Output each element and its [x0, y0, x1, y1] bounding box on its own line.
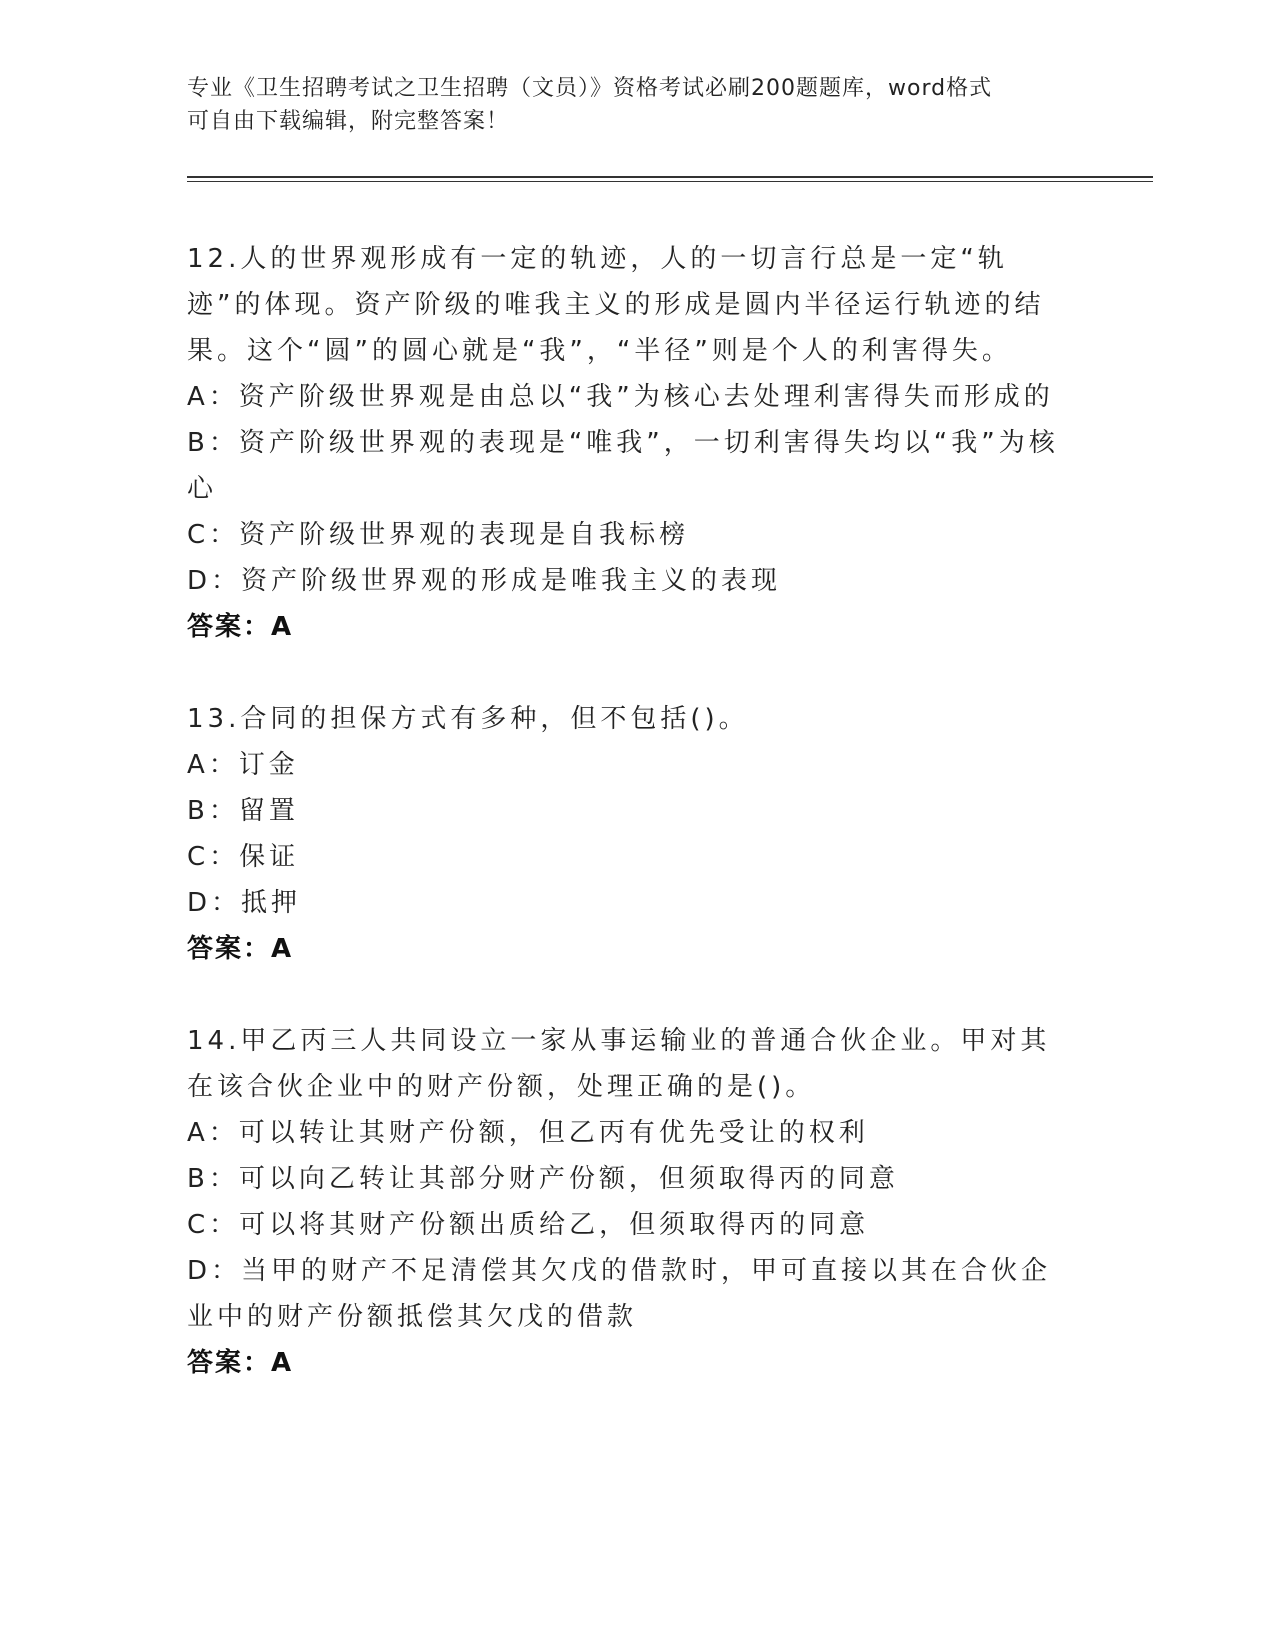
header-line-1: 专业《卫生招聘考试之卫生招聘（文员）》资格考试必刷200题题库，word格式 [187, 76, 993, 101]
option-d: D：资产阶级世界观的形成是唯我主义的表现 [187, 566, 782, 596]
question-stem: 13.合同的担保方式有多种，但不包括()。 [187, 704, 749, 734]
question-12 [187, 236, 1077, 650]
answer-label: 答案：A [187, 934, 294, 964]
question-13 [187, 696, 1077, 972]
option-b: B：资产阶级世界观的表现是“唯我”，一切利害得失均以“我”为核心 [187, 428, 1059, 504]
option-d: D：抵押 [187, 888, 302, 918]
option-b: B：可以向乙转让其部分财产份额，但须取得丙的同意 [187, 1164, 899, 1194]
question-stem: 12.人的世界观形成有一定的轨迹，人的一切言行总是一定“轨迹”的体现。资产阶级的唯我主义的形成是圆内半径运行轨迹的结果。这个“圆”的圆心就是“我”，“半径”则是个人的利害得失。 [187, 244, 1045, 366]
header-line-2: 可自由下载编辑，附完整答案！ [187, 109, 510, 134]
option-c: C：保证 [187, 842, 300, 872]
question-stem: 14.甲乙丙三人共同设立一家从事运输业的普通合伙企业。甲对其在该合伙企业中的财产份额，处理正确的是()。 [187, 1026, 1051, 1102]
option-a: A：订金 [187, 750, 299, 780]
answer-label: 答案：A [187, 1348, 294, 1378]
document-header [187, 72, 1067, 138]
option-b: B：留置 [187, 796, 299, 826]
option-c: C：资产阶级世界观的表现是自我标榜 [187, 520, 690, 550]
answer-label: 答案：A [187, 612, 294, 642]
header-divider-thin [187, 181, 1153, 182]
option-d: D：当甲的财产不足清偿其欠戊的借款时，甲可直接以其在合伙企业中的财产份额抵偿其欠戊的借款 [187, 1256, 1052, 1332]
option-a: A：资产阶级世界观是由总以“我”为核心去处理利害得失而形成的 [187, 382, 1054, 412]
option-a: A：可以转让其财产份额，但乙丙有优先受让的权利 [187, 1118, 869, 1148]
question-14 [187, 1018, 1077, 1386]
question-list [187, 236, 1077, 1432]
option-c: C：可以将其财产份额出质给乙，但须取得丙的同意 [187, 1210, 870, 1240]
header-divider-thick [187, 176, 1153, 178]
